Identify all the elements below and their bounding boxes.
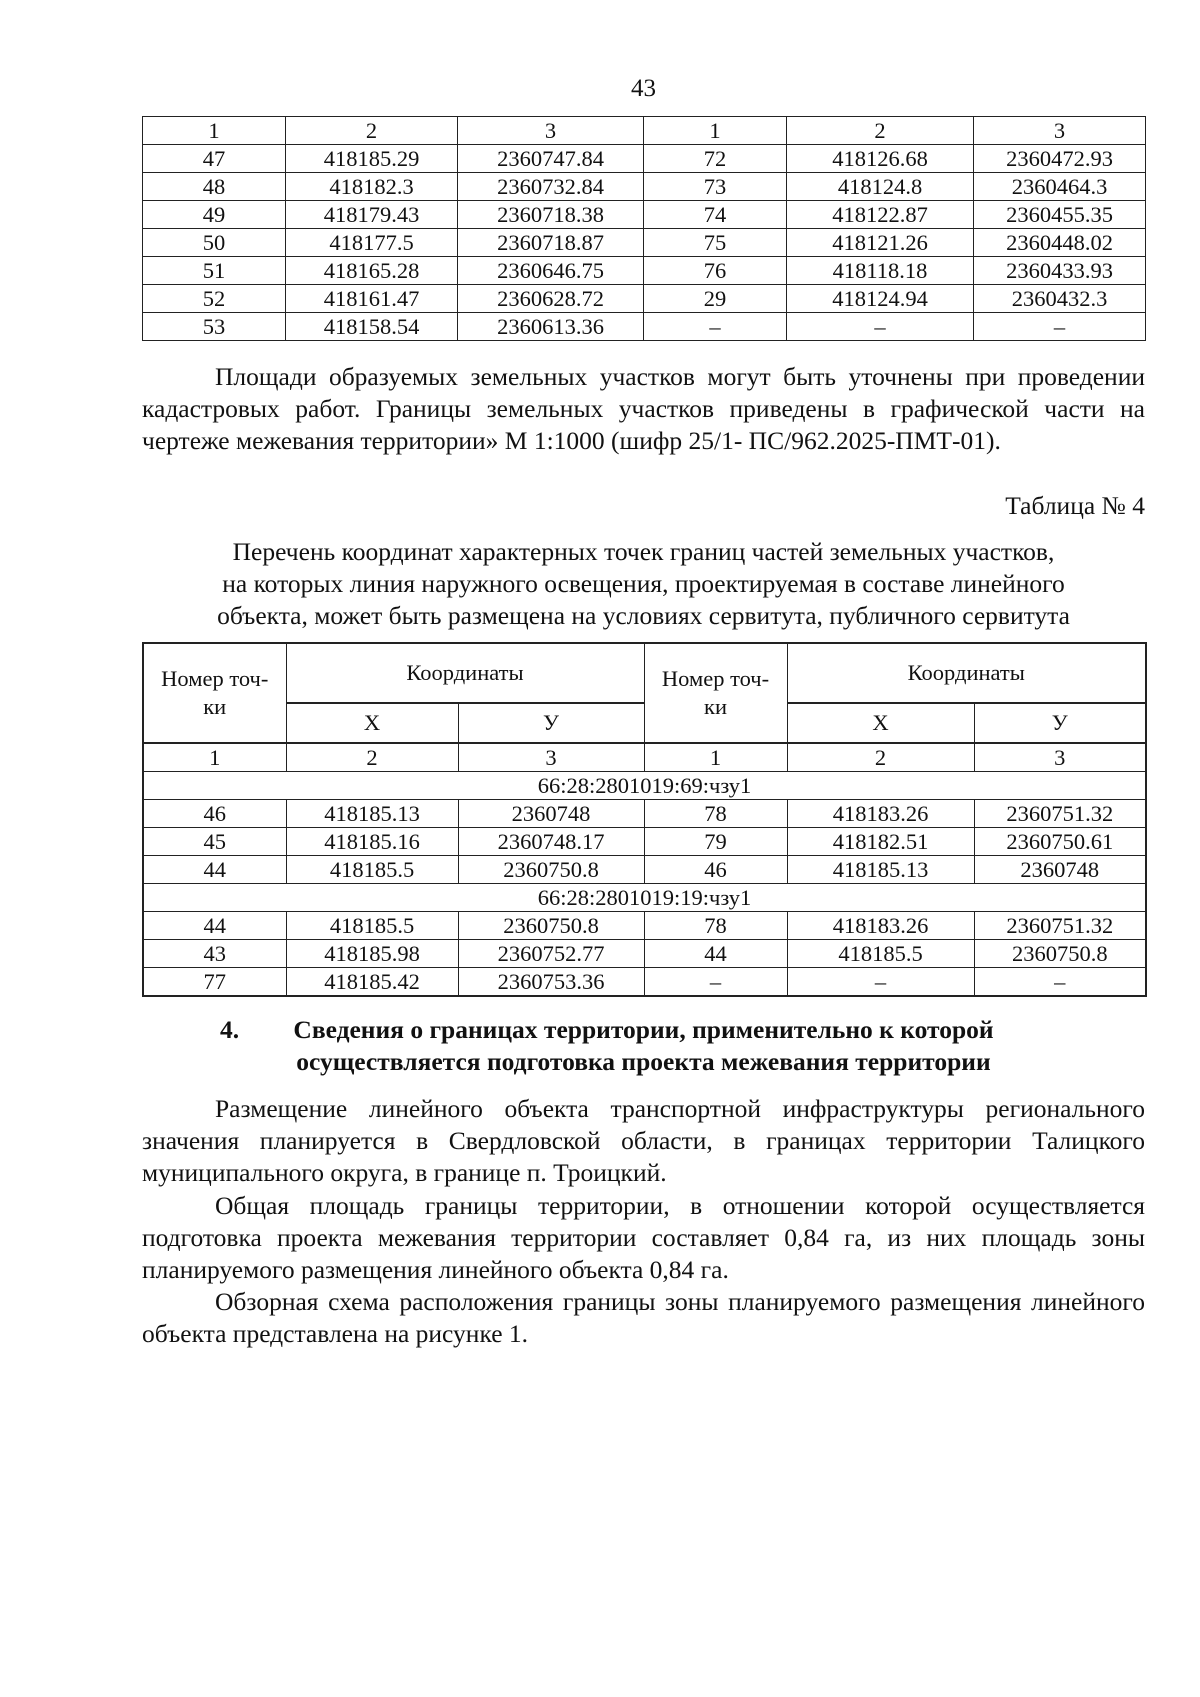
table-cell: 77 — [143, 968, 286, 997]
table-row — [143, 173, 1146, 201]
table-header-row — [143, 117, 1146, 145]
table-cell: 48 — [143, 173, 286, 201]
table-row — [143, 285, 1146, 313]
table-cell: 418185.5 — [286, 856, 458, 884]
table-cell: 2360751.32 — [974, 912, 1146, 940]
table-cell: 2360448.02 — [974, 229, 1146, 257]
table-cell: 78 — [644, 800, 787, 828]
table-cell: 418185.13 — [787, 856, 974, 884]
table-cell: 418183.26 — [787, 800, 974, 828]
table-cell: 2360613.36 — [458, 313, 644, 341]
section-number: 4. — [220, 1015, 240, 1044]
table-cell: 2360646.75 — [458, 257, 644, 285]
table-cell: 2360718.38 — [458, 201, 644, 229]
header-text: Номер точ- — [661, 666, 770, 691]
table-cell: 2360750.8 — [458, 856, 644, 884]
table-body — [143, 743, 1146, 996]
table-cell: 79 — [644, 828, 787, 856]
table-header-row — [143, 643, 1146, 703]
table-cell: 418158.54 — [286, 313, 458, 341]
table-cell: 49 — [143, 201, 286, 229]
table-cell: 2360748 — [974, 856, 1146, 884]
table-cell: 2 — [787, 117, 974, 145]
table-row — [143, 856, 1146, 884]
table-cell: 2 — [286, 117, 458, 145]
table-cell: 29 — [644, 285, 787, 313]
table-cell: 418185.29 — [286, 145, 458, 173]
table-row — [143, 968, 1146, 997]
table-label: Таблица № 4 — [1005, 491, 1145, 520]
section-title-line: осуществляется подготовка проекта межевания территории — [296, 1047, 991, 1076]
table-cell: 418124.8 — [787, 173, 974, 201]
table-cell: 2360628.72 — [458, 285, 644, 313]
zone-row — [143, 772, 1146, 800]
table-cell: 2360718.87 — [458, 229, 644, 257]
table-cell: 2360455.35 — [974, 201, 1146, 229]
zone-id-cell: 66:28:2801019:69:чзу1 — [143, 772, 1146, 800]
table-row — [143, 912, 1146, 940]
table-row — [143, 145, 1146, 173]
servitude-coordinates-table — [142, 642, 1147, 997]
coordinates-header: Координаты — [286, 643, 644, 703]
table-cell: 72 — [644, 145, 787, 173]
table-cell: – — [644, 968, 787, 997]
table-title-line: Перечень координат характерных точек границ частей земельных участков, — [232, 537, 1055, 566]
table-cell: 2360751.32 — [974, 800, 1146, 828]
table-cell: 418124.94 — [787, 285, 974, 313]
table-cell: 75 — [644, 229, 787, 257]
page-number: 43 — [631, 75, 656, 102]
header-text: ки — [203, 694, 227, 719]
table-cell: 47 — [143, 145, 286, 173]
table-cell: 51 — [143, 257, 286, 285]
table-cell: 418121.26 — [787, 229, 974, 257]
table-title — [142, 536, 1145, 632]
table-cell: 2 — [286, 743, 458, 772]
table-cell: – — [787, 313, 974, 341]
table-cell: 2360732.84 — [458, 173, 644, 201]
paragraph-scheme: Обзорная схема расположения границы зоны планируемого размещения линейного объекта представлена на рисунке 1. — [142, 1287, 1145, 1348]
table-body — [143, 117, 1146, 341]
table-row — [143, 257, 1146, 285]
table-cell: 44 — [644, 940, 787, 968]
table-cell: – — [644, 313, 787, 341]
table-cell: 52 — [143, 285, 286, 313]
table-cell: 46 — [644, 856, 787, 884]
table-cell: 76 — [644, 257, 787, 285]
table-title-line: на которых линия наружного освещения, проектируемая в составе линейного — [222, 569, 1065, 598]
table-cell: 2360464.3 — [974, 173, 1146, 201]
paragraph-cadastral-note: Площади образуемых земельных участков могут быть уточнены при проведении кадастровых работ. Границы земельных участков приведены в графической части на чертеже межевания территории» М 1:1000 (шифр 25/1- ПС/962.2025-ПМТ-01). — [142, 362, 1145, 455]
table-cell: 418182.3 — [286, 173, 458, 201]
paragraph-area: Общая площадь границы территории, в отношении которой осуществляется подготовка проекта межевания территории составляет 0,84 га, из них площадь зоны планируемого размещения линейного объекта 0,84 га. — [142, 1191, 1145, 1284]
table-cell: 2360753.36 — [458, 968, 644, 997]
table-cell: 418185.5 — [286, 912, 458, 940]
point-number-header — [644, 643, 787, 743]
table-cell: 73 — [644, 173, 787, 201]
coordinates-header: Координаты — [787, 643, 1146, 703]
table-cell: 44 — [143, 856, 286, 884]
table-cell: 418165.28 — [286, 257, 458, 285]
table-row — [143, 940, 1146, 968]
table-cell: 78 — [644, 912, 787, 940]
table-title-line: объекта, может быть размещена на условиях сервитута, публичного сервитута — [217, 601, 1070, 630]
x-header: Х — [286, 703, 458, 743]
table-row — [143, 201, 1146, 229]
table-cell: 43 — [143, 940, 286, 968]
table-cell: 418185.16 — [286, 828, 458, 856]
table-cell: 418185.98 — [286, 940, 458, 968]
table-cell: 418182.51 — [787, 828, 974, 856]
table-cell: 418185.5 — [787, 940, 974, 968]
table-cell: 2360433.93 — [974, 257, 1146, 285]
table-cell: 2360748 — [458, 800, 644, 828]
table-cell: 1 — [644, 743, 787, 772]
coordinates-table-continuation — [142, 116, 1146, 341]
x-header: Х — [787, 703, 974, 743]
table-cell: 2 — [787, 743, 974, 772]
table-cell: 2360750.61 — [974, 828, 1146, 856]
table-cell: 418161.47 — [286, 285, 458, 313]
column-number-row — [143, 743, 1146, 772]
table-cell: 418177.5 — [286, 229, 458, 257]
table-cell: 418185.42 — [286, 968, 458, 997]
table-cell: 2360750.8 — [974, 940, 1146, 968]
table-cell: 2360752.77 — [458, 940, 644, 968]
zone-id-cell: 66:28:2801019:19:чзу1 — [143, 884, 1146, 912]
table-cell: 3 — [974, 117, 1146, 145]
table-cell: 418183.26 — [787, 912, 974, 940]
table-cell: 1 — [644, 117, 787, 145]
table-cell: – — [974, 968, 1146, 997]
header-text: ки — [704, 694, 727, 719]
table-cell: 3 — [974, 743, 1146, 772]
section-title-line: Сведения о границах территории, применительно к которой — [293, 1015, 994, 1044]
table-row — [143, 313, 1146, 341]
table-cell: 1 — [143, 743, 286, 772]
zone-row — [143, 884, 1146, 912]
table-cell: 418185.13 — [286, 800, 458, 828]
table-cell: 3 — [458, 743, 644, 772]
table-cell: 3 — [458, 117, 644, 145]
y-header: У — [458, 703, 644, 743]
y-header: У — [974, 703, 1146, 743]
table-cell: 46 — [143, 800, 286, 828]
section-heading — [142, 1014, 1145, 1078]
table-cell: 418118.18 — [787, 257, 974, 285]
table-cell: 2360432.3 — [974, 285, 1146, 313]
table-cell: 418179.43 — [286, 201, 458, 229]
table-cell: 1 — [143, 117, 286, 145]
header-text: Номер точ- — [161, 666, 269, 691]
table-cell: 44 — [143, 912, 286, 940]
table-cell: 2360747.84 — [458, 145, 644, 173]
table-cell: – — [787, 968, 974, 997]
paragraph-location: Размещение линейного объекта транспортной инфраструктуры регионального значения планируется в Свердловской области, в границах территории Талицкого муниципального округа, в границе п. Троицкий. — [142, 1094, 1145, 1187]
table-cell: 418122.87 — [787, 201, 974, 229]
table-cell: 2360750.8 — [458, 912, 644, 940]
table-row — [143, 229, 1146, 257]
table-cell: 2360748.17 — [458, 828, 644, 856]
table-cell: 53 — [143, 313, 286, 341]
table-cell: – — [974, 313, 1146, 341]
table-cell: 2360472.93 — [974, 145, 1146, 173]
table-cell: 50 — [143, 229, 286, 257]
table-row — [143, 828, 1146, 856]
point-number-header — [143, 643, 286, 743]
table-cell: 74 — [644, 201, 787, 229]
table-cell: 45 — [143, 828, 286, 856]
table-cell: 418126.68 — [787, 145, 974, 173]
table-row — [143, 800, 1146, 828]
